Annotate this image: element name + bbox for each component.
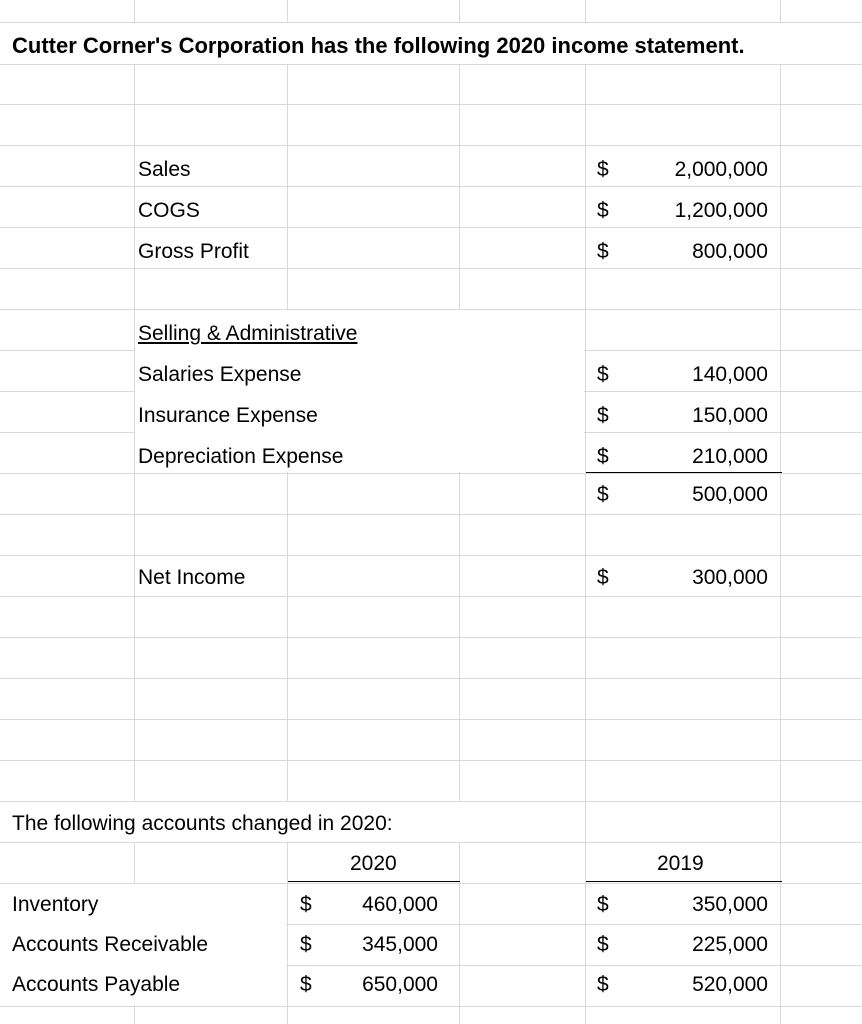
- net-income-value: 300,000: [692, 566, 768, 589]
- depreciation-value: 210,000: [692, 445, 768, 468]
- cogs-value: 1,200,000: [674, 199, 768, 222]
- account-2020-currency: $: [300, 973, 312, 996]
- account-2019-currency: $: [597, 893, 609, 916]
- account-label-inventory: Inventory: [12, 893, 99, 916]
- salaries-label: Salaries Expense: [138, 363, 302, 386]
- sales-value: 2,000,000: [674, 158, 768, 181]
- sga-total-currency: $: [597, 483, 609, 506]
- account-2020-value: 345,000: [362, 933, 438, 956]
- account-2019-currency: $: [597, 933, 609, 956]
- salaries-value: 140,000: [692, 363, 768, 386]
- gross-profit-currency: $: [597, 240, 609, 263]
- cogs-currency: $: [597, 199, 609, 222]
- salaries-currency: $: [597, 363, 609, 386]
- header-rule-2020: [288, 881, 460, 882]
- sga-total-value: 500,000: [692, 483, 768, 506]
- account-2020-value: 650,000: [362, 973, 438, 996]
- cogs-label: COGS: [138, 199, 200, 222]
- account-2020-value: 460,000: [362, 893, 438, 916]
- net-income-label: Net Income: [138, 566, 246, 589]
- account-2020-currency: $: [300, 893, 312, 916]
- sga-header: Selling & Administrative: [138, 322, 358, 345]
- account-2020-currency: $: [300, 933, 312, 956]
- subtotal-rule: [586, 472, 782, 473]
- accounts-heading: The following accounts changed in 2020:: [12, 812, 393, 835]
- insurance-value: 150,000: [692, 404, 768, 427]
- account-label-payable: Accounts Payable: [12, 973, 181, 996]
- col-header-2019: 2019: [657, 852, 704, 875]
- account-2019-currency: $: [597, 973, 609, 996]
- insurance-label: Insurance Expense: [138, 404, 318, 427]
- sales-currency: $: [597, 158, 609, 181]
- account-2019-value: 225,000: [692, 933, 768, 956]
- depreciation-label: Depreciation Expense: [138, 445, 344, 468]
- account-2019-value: 520,000: [692, 973, 768, 996]
- header-rule-2019: [586, 881, 782, 882]
- page-title: Cutter Corner's Corporation has the following 2020 income statement.: [12, 33, 745, 58]
- gross-profit-value: 800,000: [692, 240, 768, 263]
- col-header-2020: 2020: [350, 852, 397, 875]
- account-label-receivable: Accounts Receivable: [12, 933, 209, 956]
- sales-label: Sales: [138, 158, 191, 181]
- net-income-currency: $: [597, 566, 609, 589]
- depreciation-currency: $: [597, 445, 609, 468]
- account-2019-value: 350,000: [692, 893, 768, 916]
- insurance-currency: $: [597, 404, 609, 427]
- gross-profit-label: Gross Profit: [138, 240, 249, 263]
